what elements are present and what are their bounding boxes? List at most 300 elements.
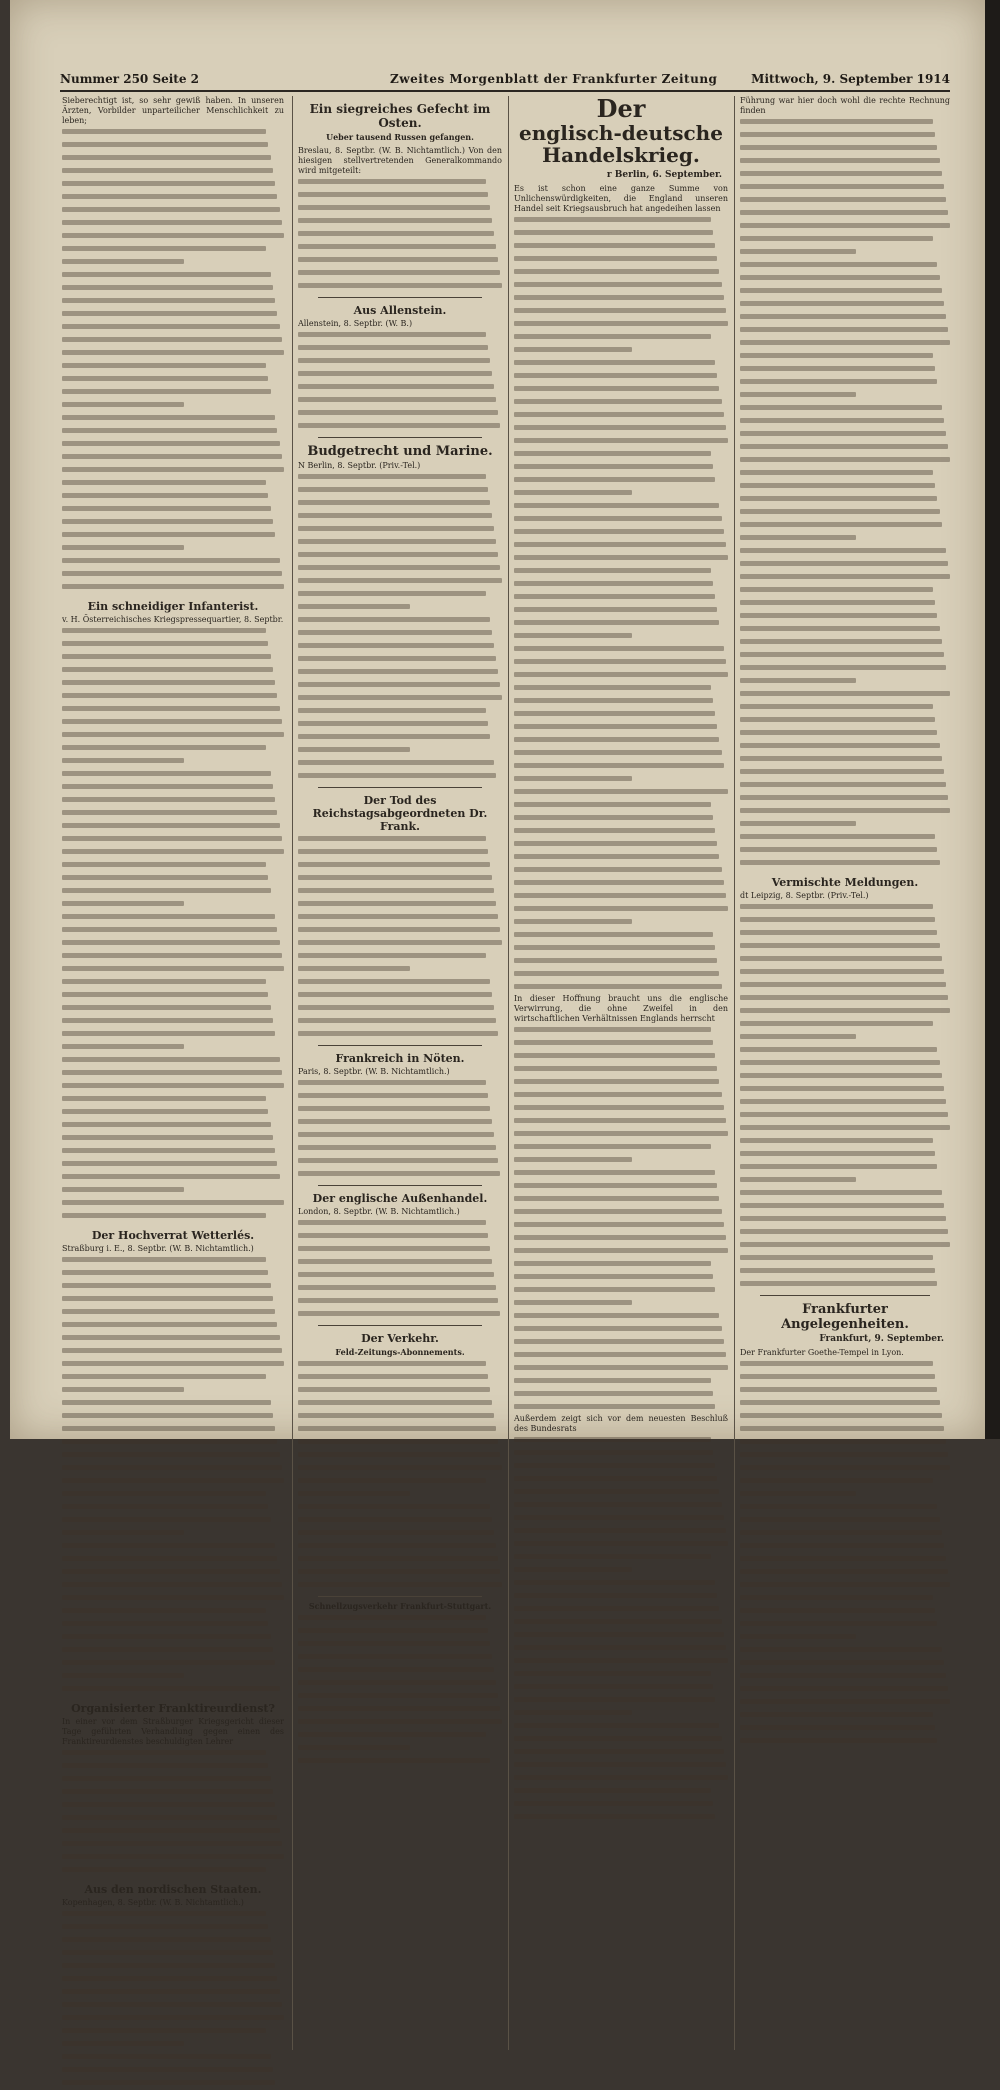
text-line xyxy=(62,693,284,703)
text-line xyxy=(298,410,502,420)
text-line xyxy=(298,1374,502,1384)
text-line xyxy=(298,604,502,614)
text-line xyxy=(514,1645,728,1655)
text-line xyxy=(740,1517,950,1527)
text-line xyxy=(740,782,950,792)
text-line xyxy=(62,1828,284,1838)
text-line xyxy=(740,1177,950,1187)
text-line xyxy=(740,1608,950,1618)
text-line xyxy=(298,617,502,627)
text-line xyxy=(740,917,950,927)
text-line xyxy=(740,457,950,467)
text-line xyxy=(62,415,284,425)
text-line xyxy=(62,1517,284,1527)
text-line xyxy=(514,1352,728,1362)
text-line xyxy=(514,646,728,656)
text-line xyxy=(298,669,502,679)
text-line xyxy=(62,428,284,438)
text-line xyxy=(62,654,284,664)
article-text: Führung war hier doch wohl die rechte Rechnung finden xyxy=(740,96,950,115)
article-text: v. H. Österreichisches Kriegspressequartier, 8. Septbr. xyxy=(62,615,284,624)
text-line xyxy=(62,1018,284,1028)
article-headline: Ein schneidiger Infanterist. xyxy=(87,600,259,613)
text-line xyxy=(740,1216,950,1226)
text-line xyxy=(514,620,728,630)
text-line xyxy=(298,1543,502,1553)
text-line xyxy=(298,643,502,653)
text-line xyxy=(740,665,950,675)
text-line xyxy=(298,487,502,497)
text-line xyxy=(740,314,950,324)
text-block xyxy=(740,904,950,1291)
text-line xyxy=(740,982,950,992)
text-line xyxy=(514,711,728,721)
text-line xyxy=(298,1119,502,1129)
text-line xyxy=(514,1040,728,1050)
text-line xyxy=(740,904,950,914)
text-line xyxy=(740,1112,950,1122)
text-line xyxy=(298,849,502,859)
text-line xyxy=(298,1654,502,1664)
text-line xyxy=(514,334,728,344)
text-line xyxy=(62,1148,284,1158)
text-line xyxy=(514,1749,728,1759)
text-line xyxy=(514,1450,728,1460)
text-line xyxy=(514,1801,728,1811)
text-line xyxy=(740,717,950,727)
text-line xyxy=(298,862,502,872)
text-line xyxy=(514,308,728,318)
text-line xyxy=(62,545,284,555)
text-line xyxy=(514,1476,728,1486)
text-line xyxy=(740,639,950,649)
text-line xyxy=(62,467,284,477)
text-line xyxy=(514,685,728,695)
text-line xyxy=(62,719,284,729)
text-line xyxy=(514,1300,728,1310)
text-line xyxy=(740,678,950,688)
article-headline: Der Verkehr. xyxy=(361,1332,439,1345)
text-line xyxy=(62,571,284,581)
text-line xyxy=(740,704,950,714)
text-line xyxy=(740,1242,950,1252)
text-line xyxy=(740,548,950,558)
article-headline: Der Hochverrat Wetterlés. xyxy=(91,1229,255,1242)
text-line xyxy=(62,667,284,677)
text-line xyxy=(740,249,950,259)
text-line xyxy=(62,1174,284,1184)
text-line xyxy=(740,1047,950,1057)
text-line xyxy=(298,773,502,783)
text-line xyxy=(740,301,950,311)
text-line xyxy=(62,1309,284,1319)
article-text: London, 8. Septbr. (W. B. Nichtamtlich.) xyxy=(298,1207,460,1216)
text-line xyxy=(298,270,502,280)
text-line xyxy=(514,1593,728,1603)
text-line xyxy=(62,1621,284,1631)
column-rule xyxy=(734,96,735,2050)
text-line xyxy=(740,1125,950,1135)
text-line xyxy=(514,490,728,500)
text-line xyxy=(514,776,728,786)
text-line xyxy=(514,243,728,253)
text-line xyxy=(298,539,502,549)
text-line xyxy=(298,397,502,407)
text-line xyxy=(740,392,950,402)
text-line xyxy=(62,1763,284,1773)
text-line xyxy=(514,1378,728,1388)
text-line xyxy=(298,966,502,976)
text-line xyxy=(298,747,502,757)
text-line xyxy=(298,244,502,254)
text-line xyxy=(62,1950,284,1960)
text-line xyxy=(62,2028,284,2038)
column-1 xyxy=(62,96,284,2050)
text-line xyxy=(514,451,728,461)
text-line xyxy=(514,1105,728,1115)
text-line xyxy=(514,503,728,513)
text-line xyxy=(62,2002,284,2012)
text-line xyxy=(62,1213,284,1223)
text-line xyxy=(514,568,728,578)
dateline: Frankfurt, 9. September. xyxy=(819,1334,944,1344)
text-line xyxy=(514,1580,728,1590)
text-line xyxy=(740,535,950,545)
text-line xyxy=(298,953,502,963)
text-line xyxy=(298,1298,502,1308)
text-line xyxy=(514,1775,728,1785)
text-block xyxy=(298,836,502,1041)
text-line xyxy=(514,1131,728,1141)
text-line xyxy=(298,1080,502,1090)
text-line xyxy=(298,231,502,241)
text-line xyxy=(62,480,284,490)
text-line xyxy=(298,656,502,666)
text-line xyxy=(514,1697,728,1707)
text-line xyxy=(62,493,284,503)
text-line xyxy=(298,1361,502,1371)
text-line xyxy=(514,1541,728,1551)
text-line xyxy=(62,1976,284,1986)
text-block xyxy=(298,1361,502,1592)
text-line xyxy=(62,1452,284,1462)
text-line xyxy=(298,1452,502,1462)
text-line xyxy=(740,353,950,363)
text-block xyxy=(514,217,728,994)
divider xyxy=(318,787,482,788)
text-line xyxy=(514,425,728,435)
text-line xyxy=(298,179,502,189)
text-line xyxy=(740,1281,950,1291)
text-block xyxy=(62,1750,284,1877)
text-line xyxy=(740,327,950,337)
article-text: N Berlin, 8. Septbr. (Priv.-Tel.) xyxy=(298,461,421,470)
text-line xyxy=(62,914,284,924)
text-line xyxy=(740,1569,950,1579)
text-line xyxy=(298,283,502,293)
text-line xyxy=(514,802,728,812)
text-line xyxy=(62,1595,284,1605)
lead-headline-top: Der xyxy=(596,94,646,123)
text-line xyxy=(298,1285,502,1295)
text-line xyxy=(298,552,502,562)
divider xyxy=(318,1185,482,1186)
binding-edge xyxy=(985,0,1000,1439)
text-line xyxy=(298,1628,502,1638)
text-line xyxy=(514,1658,728,1668)
text-line xyxy=(298,591,502,601)
text-line xyxy=(740,132,950,142)
text-line xyxy=(62,220,284,230)
text-line xyxy=(514,555,728,565)
text-line xyxy=(62,168,284,178)
text-line xyxy=(62,953,284,963)
article-headline: Aus den nordischen Staaten. xyxy=(84,1883,262,1896)
text-line xyxy=(514,1489,728,1499)
text-line xyxy=(514,1157,728,1167)
text-line xyxy=(62,797,284,807)
text-line xyxy=(62,1478,284,1488)
text-line xyxy=(298,565,502,575)
article-subheadline: Schnellzugsverkehr Frankfurt-Stuttgart. xyxy=(308,1601,492,1611)
text-line xyxy=(740,1086,950,1096)
article-headline: Ein siegreiches Gefecht im Osten. xyxy=(309,102,491,130)
text-line xyxy=(514,1710,728,1720)
text-line xyxy=(740,574,950,584)
text-line xyxy=(740,613,950,623)
text-line xyxy=(62,927,284,937)
text-line xyxy=(62,1582,284,1592)
text-line xyxy=(740,1556,950,1566)
text-line xyxy=(298,1005,502,1015)
text-line xyxy=(62,706,284,716)
text-line xyxy=(740,1164,950,1174)
text-line xyxy=(740,1255,950,1265)
text-line xyxy=(298,1693,502,1703)
text-line xyxy=(62,142,284,152)
text-line xyxy=(298,257,502,267)
text-line xyxy=(298,500,502,510)
text-line xyxy=(514,763,728,773)
text-line xyxy=(62,966,284,976)
text-line xyxy=(298,1758,502,1768)
text-line xyxy=(62,771,284,781)
article-text: In dieser Hoffnung braucht uns die englische Verwirrung, die ohne Zweifel in den wirtschaftlichen Verhältnissen Englands herrscht xyxy=(514,994,728,1023)
text-line xyxy=(740,834,950,844)
text-line xyxy=(514,542,728,552)
text-line xyxy=(740,600,950,610)
text-line xyxy=(62,363,284,373)
text-line xyxy=(62,1963,284,1973)
text-line xyxy=(298,1615,502,1625)
text-line xyxy=(514,321,728,331)
text-line xyxy=(298,1158,502,1168)
text-line xyxy=(62,194,284,204)
column-4 xyxy=(740,96,950,2050)
text-line xyxy=(298,1745,502,1755)
text-line xyxy=(62,940,284,950)
lead-headline: englisch-deutsche Handelskrieg. xyxy=(519,121,723,167)
text-line xyxy=(740,236,950,246)
text-line xyxy=(514,1437,728,1447)
text-line xyxy=(298,218,502,228)
text-line xyxy=(62,1439,284,1449)
text-line xyxy=(62,849,284,859)
text-block xyxy=(298,1080,502,1181)
text-line xyxy=(514,282,728,292)
text-line xyxy=(514,919,728,929)
text-line xyxy=(298,1556,502,1566)
text-line xyxy=(298,1719,502,1729)
text-line xyxy=(514,1092,728,1102)
text-line xyxy=(740,171,950,181)
text-line xyxy=(514,360,728,370)
text-line xyxy=(740,418,950,428)
text-line xyxy=(740,1478,950,1488)
text-line xyxy=(62,1135,284,1145)
text-line xyxy=(514,1170,728,1180)
text-line xyxy=(740,522,950,532)
text-line xyxy=(298,630,502,640)
article-headline: Organisierter Franktireurdienst? xyxy=(71,1702,275,1715)
text-line xyxy=(62,810,284,820)
text-line xyxy=(740,1530,950,1540)
text-line xyxy=(514,581,728,591)
text-line xyxy=(298,1031,502,1041)
text-line xyxy=(514,815,728,825)
text-block xyxy=(62,1257,284,1696)
text-line xyxy=(298,474,502,484)
text-line xyxy=(62,979,284,989)
text-line xyxy=(514,1144,728,1154)
text-line xyxy=(62,875,284,885)
text-line xyxy=(298,513,502,523)
text-line xyxy=(514,1313,728,1323)
article-text: Es ist schon eine ganze Summe von Unlichenswürdigkeiten, die England unseren Handel seit Kriegsausbruch hat angedeihen lassen xyxy=(514,184,728,213)
text-line xyxy=(62,1257,284,1267)
text-line xyxy=(298,1246,502,1256)
text-line xyxy=(740,730,950,740)
text-line xyxy=(62,311,284,321)
text-line xyxy=(62,350,284,360)
text-line xyxy=(62,1200,284,1210)
page-number: Nummer 250 Seite 2 xyxy=(60,72,200,86)
text-line xyxy=(514,256,728,266)
text-line xyxy=(514,893,728,903)
text-line xyxy=(514,217,728,227)
text-line xyxy=(298,1732,502,1742)
text-line xyxy=(514,1339,728,1349)
text-line xyxy=(514,1606,728,1616)
text-line xyxy=(62,1161,284,1171)
article-text: Der Frankfurter Goethe-Tempel in Lyon. xyxy=(740,1348,904,1357)
text-line xyxy=(298,1680,502,1690)
text-line xyxy=(62,1789,284,1799)
text-line xyxy=(740,1439,950,1449)
text-line xyxy=(62,1426,284,1436)
text-line xyxy=(298,1233,502,1243)
text-line xyxy=(62,992,284,1002)
text-line xyxy=(740,652,950,662)
text-line xyxy=(62,207,284,217)
text-line xyxy=(514,1209,728,1219)
text-line xyxy=(740,943,950,953)
text-line xyxy=(62,2054,284,2064)
text-block xyxy=(62,628,284,1223)
column-3 xyxy=(514,96,728,2050)
text-line xyxy=(298,979,502,989)
article-headline: Vermischte Meldungen. xyxy=(771,876,919,889)
text-line xyxy=(514,1404,728,1414)
text-line xyxy=(62,285,284,295)
text-line xyxy=(62,1660,284,1670)
text-line xyxy=(62,1413,284,1423)
text-line xyxy=(514,659,728,669)
divider xyxy=(318,297,482,298)
text-line xyxy=(514,1554,728,1564)
text-line xyxy=(514,1248,728,1258)
text-line xyxy=(298,992,502,1002)
text-block xyxy=(514,1437,728,1824)
text-line xyxy=(62,246,284,256)
text-line xyxy=(298,1220,502,1230)
text-line xyxy=(514,1235,728,1245)
text-line xyxy=(62,1322,284,1332)
text-line xyxy=(62,1057,284,1067)
text-line xyxy=(740,405,950,415)
text-line xyxy=(740,1660,950,1670)
text-block xyxy=(298,474,502,783)
text-block xyxy=(740,119,950,870)
text-line xyxy=(298,358,502,368)
text-line xyxy=(62,758,284,768)
text-line xyxy=(740,1686,950,1696)
text-line xyxy=(62,519,284,529)
text-line xyxy=(514,477,728,487)
text-line xyxy=(298,1439,502,1449)
text-line xyxy=(298,1171,502,1181)
text-line xyxy=(62,298,284,308)
text-line xyxy=(298,708,502,718)
text-line xyxy=(298,423,502,433)
text-line xyxy=(514,672,728,682)
masthead xyxy=(60,70,950,92)
newspaper-title: Zweites Morgenblatt der Frankfurter Zeitung xyxy=(390,72,718,86)
text-line xyxy=(62,1031,284,1041)
article-text: In einer vor dem Straßburger Kriegsgericht dieser Tage geführten Verhandlung gegen einen des Franktireurdienstes beschuldigten Lehrer xyxy=(62,1717,284,1746)
text-line xyxy=(740,1008,950,1018)
text-line xyxy=(514,633,728,643)
text-line xyxy=(298,1582,502,1592)
article-subheadline: Feld-Zeitungs-Abonnements. xyxy=(335,1347,465,1357)
text-line xyxy=(514,1619,728,1629)
text-line xyxy=(740,1387,950,1397)
text-line xyxy=(740,340,950,350)
text-line xyxy=(514,971,728,981)
text-block xyxy=(62,129,284,594)
text-line xyxy=(62,1400,284,1410)
text-line xyxy=(62,181,284,191)
text-line xyxy=(298,901,502,911)
text-line xyxy=(62,558,284,568)
text-line xyxy=(62,732,284,742)
article-text: Kopenhagen, 8. Septbr. (W. B. Nichtamtlich.) xyxy=(62,1898,244,1907)
text-block xyxy=(514,1027,728,1414)
text-line xyxy=(514,737,728,747)
text-line xyxy=(514,529,728,539)
text-line xyxy=(298,927,502,937)
text-line xyxy=(740,275,950,285)
